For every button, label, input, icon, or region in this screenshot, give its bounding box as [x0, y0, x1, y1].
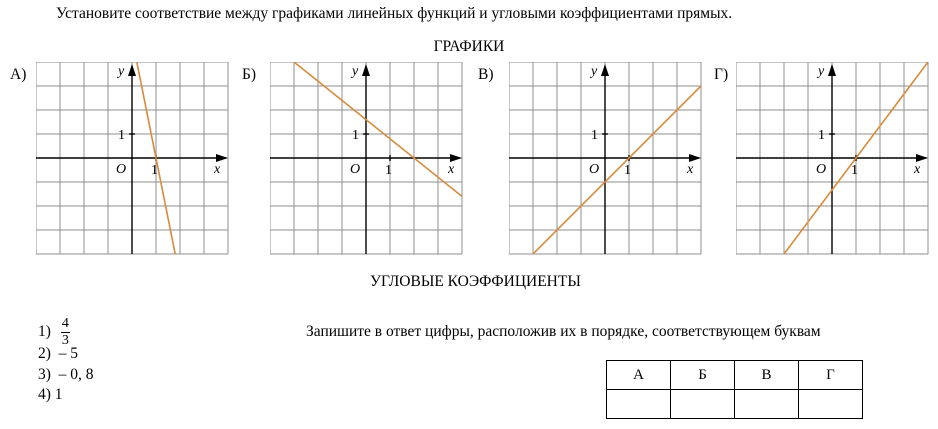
y-axis-label: y: [118, 64, 125, 79]
answer-cell-a[interactable]: [607, 390, 671, 419]
answer-header-v: В: [735, 361, 799, 390]
x-axis-label: x: [448, 162, 455, 177]
fraction-numerator: 4: [61, 316, 69, 331]
option-3-value: – 0, 8: [58, 366, 94, 383]
origin-label: O: [350, 162, 361, 177]
origin-label: O: [116, 162, 127, 177]
answer-cell-b[interactable]: [671, 390, 735, 419]
y-axis-label: y: [591, 64, 598, 79]
graph-label-g: Г): [714, 66, 729, 83]
option-2: [38, 345, 78, 363]
x-unit-label: 1: [851, 163, 858, 178]
answer-header-a: А: [607, 361, 671, 390]
x-axis-label: x: [214, 162, 221, 177]
graph-v: [509, 62, 709, 260]
x-axis-arrow-icon: [216, 154, 228, 162]
option-4-value: 1: [54, 386, 63, 403]
graph-label-a: А): [10, 66, 27, 83]
answer-table: [606, 360, 863, 419]
graphs-heading: ГРАФИКИ: [433, 38, 505, 55]
x-unit-label: 1: [385, 163, 392, 178]
task-statement: Установите соответствие между графиками линейных функций и угловыми коэффициентами прямых.: [56, 5, 733, 22]
y-axis-label: y: [818, 64, 825, 79]
y-unit-label: 1: [352, 128, 359, 143]
option-1-number: 1): [38, 323, 51, 341]
instruction-text: Запишите в ответ цифры, расположив их в порядке, соответствующем буквам: [306, 323, 821, 340]
x-unit-label: 1: [151, 163, 158, 178]
x-unit-label: 1: [624, 163, 631, 178]
y-axis-label: y: [352, 64, 359, 79]
y-axis-arrow-icon: [601, 64, 609, 76]
y-unit-label: 1: [818, 128, 825, 143]
x-axis-label: x: [687, 162, 694, 177]
fraction-denominator: 3: [61, 333, 69, 348]
origin-label: O: [816, 162, 827, 177]
answer-cell-v[interactable]: [735, 390, 799, 419]
option-3-number: 3): [38, 366, 51, 383]
graph-a: [36, 62, 236, 260]
graph-b: [270, 62, 470, 260]
graph-label-b: Б): [242, 66, 257, 83]
origin-label: O: [589, 162, 600, 177]
option-4: [38, 386, 63, 404]
answer-header-b: Б: [671, 361, 735, 390]
x-axis-label: x: [914, 162, 921, 177]
option-4-number: 4): [38, 386, 51, 403]
coefficients-heading: УГЛОВЫЕ КОЭФФИЦИЕНТЫ: [370, 273, 581, 290]
y-unit-label: 1: [591, 128, 598, 143]
y-axis-arrow-icon: [128, 64, 136, 76]
option-2-number: 2): [38, 345, 51, 362]
y-axis-arrow-icon: [828, 64, 836, 76]
answer-table-header-row: [607, 361, 863, 390]
graph-g: [736, 62, 936, 260]
answer-table-input-row: [607, 390, 863, 419]
x-axis-arrow-icon: [916, 154, 928, 162]
graph-label-v: В): [478, 66, 494, 83]
answer-cell-g[interactable]: [799, 390, 863, 419]
x-axis-arrow-icon: [689, 154, 701, 162]
option-2-value: – 5: [58, 345, 79, 362]
option-3: [38, 366, 94, 384]
y-axis-arrow-icon: [362, 64, 370, 76]
x-axis-arrow-icon: [450, 154, 462, 162]
y-unit-label: 1: [118, 128, 125, 143]
answer-header-g: Г: [799, 361, 863, 390]
